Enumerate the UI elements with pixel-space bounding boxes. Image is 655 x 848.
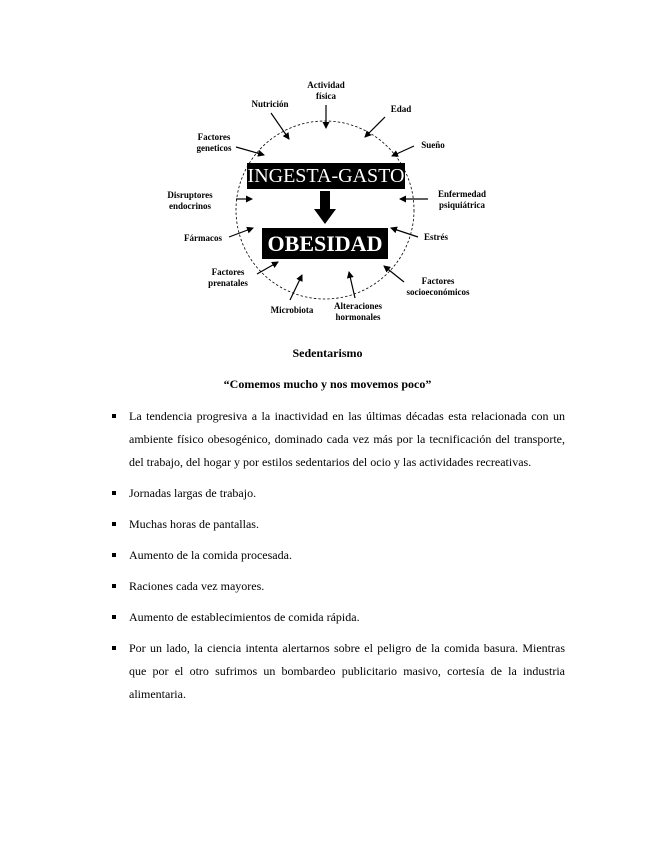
label-factores-geneticos xyxy=(197,132,232,154)
list-item-text: La tendencia progresiva a la inactividad en las últimas décadas esta relacionada con un ambiente físico obesogénico, dominado cada vez más por la tecnificación del transporte, del trabajo, del hogar y por estilos sedentarios del ocio y las actividades recreativas. xyxy=(129,409,565,469)
label-actividad-fisica xyxy=(307,80,345,102)
bullet-square-icon xyxy=(112,646,116,650)
arrow-microbiota xyxy=(290,275,302,300)
bullet-square-icon xyxy=(112,584,116,588)
section-title: Sedentarismo xyxy=(292,346,363,360)
label-microbiota: Microbiota xyxy=(270,305,314,315)
label-factores-socioeconomicos xyxy=(407,276,470,298)
bullet-square-icon xyxy=(112,414,116,418)
arrow-geneticos xyxy=(236,147,264,155)
label-line: Factores xyxy=(211,267,245,277)
list-item-text: Raciones cada vez mayores. xyxy=(129,579,265,593)
ingesta-gasto-box: INGESTA-GASTO xyxy=(247,165,405,187)
label-alteraciones-hormonales xyxy=(334,301,382,323)
label-line: Factores xyxy=(197,132,231,142)
label-factores-prenatales xyxy=(208,267,248,289)
label-line: socioeconómicos xyxy=(406,287,470,297)
label-line: física xyxy=(315,91,336,101)
label-line: Disruptores xyxy=(167,190,213,200)
arrow-edad xyxy=(365,117,385,137)
label-line: prenatales xyxy=(208,278,248,288)
label-edad: Edad xyxy=(390,104,412,114)
label-enfermedad-psiquiatrica xyxy=(438,189,486,211)
arrow-farmacos xyxy=(229,228,253,237)
label-line: Enfermedad xyxy=(438,189,486,199)
list-item xyxy=(112,575,565,598)
arrow-sueno xyxy=(392,146,414,156)
list-item xyxy=(112,405,565,474)
label-line: endocrinos xyxy=(168,201,211,211)
arrow-nutricion xyxy=(271,113,289,139)
obesidad-box: OBESIDAD xyxy=(262,228,388,259)
quote: “Comemos mucho y nos movemos poco” xyxy=(223,377,432,391)
obesity-factors-diagram xyxy=(0,0,655,335)
bullet-square-icon xyxy=(112,553,116,557)
label-line: hormonales xyxy=(335,312,381,322)
list-item xyxy=(112,513,565,536)
list-item-text: Aumento de la comida procesada. xyxy=(129,548,292,562)
label-nutricion: Nutrición xyxy=(251,99,289,109)
list-item xyxy=(112,606,565,629)
label-line: geneticos xyxy=(196,143,232,153)
label-sueno: Sueño xyxy=(421,140,445,150)
bullet-square-icon xyxy=(112,522,116,526)
label-estres: Estrés xyxy=(424,232,448,242)
label-line: Factores xyxy=(421,276,455,286)
list-item xyxy=(112,637,565,706)
label-line: Alteraciones xyxy=(334,301,382,311)
list-item-text: Aumento de establecimientos de comida rápida. xyxy=(129,610,360,624)
arrow-prenatales xyxy=(257,262,278,274)
bullet-square-icon xyxy=(112,615,116,619)
list-item-text: Jornadas largas de trabajo. xyxy=(129,486,257,500)
label-disruptores-endocrinos xyxy=(167,190,212,212)
arrow-socio xyxy=(384,266,404,282)
arrow-estres xyxy=(391,228,418,237)
label-farmacos: Fármacos xyxy=(184,233,222,243)
list-item xyxy=(112,544,565,567)
list-item xyxy=(112,482,565,505)
arrow-hormonales xyxy=(349,272,355,298)
list-item-text: Por un lado, la ciencia intenta alertarnos sobre el peligro de la comida basura. Mientras que por el otro sufrimos un bombardeo publicitario masivo, cortesía de la industria alimentaria. xyxy=(129,641,565,701)
label-line: psiquiátrica xyxy=(438,200,485,210)
down-arrow-icon xyxy=(314,191,336,224)
bullet-square-icon xyxy=(112,491,116,495)
label-line: Actividad xyxy=(307,80,345,90)
bullet-list xyxy=(112,405,565,714)
list-item-text: Muchas horas de pantallas. xyxy=(129,517,259,531)
